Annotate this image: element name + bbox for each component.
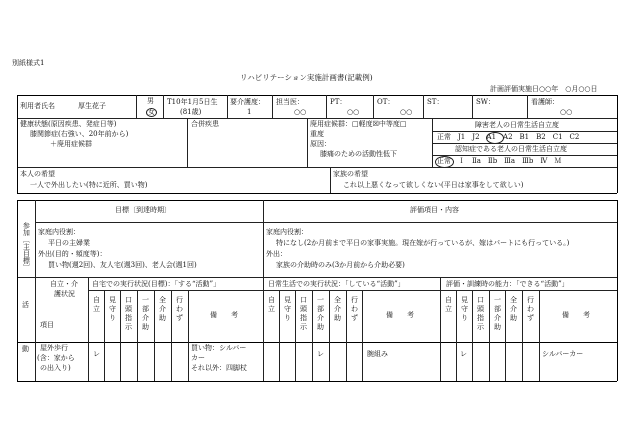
doctor-label: 担当医： [276,98,304,106]
ability-activity-header: 評価・訓練時の能力：「できる“活動”」 [446,280,569,288]
goal-col-full: 全介助 [159,296,166,322]
elderly-scale: 正常 J1 J2 A1 A2 B1 B2 C1 C2 [437,133,580,141]
plan-date: 計画評価実施日○○年 ○月○○日 [490,85,598,93]
eval-line1: 家庭内役割： [266,228,308,236]
daily-col-independent: 自立 [268,296,275,313]
daily-col-watch: 見守り [284,296,291,322]
goal-line1: 家庭内役割： [38,228,80,236]
goal-line4: 買い物(週2回)、友人宅(週3回)、老人会(週1回) [48,261,197,269]
participation-label-text: 参加〔主目標〕 [22,222,31,271]
ability-col-none: 行わず [527,296,534,322]
ability-col-partial: 一部介助 [494,296,501,331]
eval-line4: 家族の介助時のみ(3か月前から介助必要) [276,261,405,269]
user-name-label: 利用者氏名 [20,102,55,110]
elderly-a1-circle [486,132,504,144]
goal-col-verbal: 口頭指示 [125,296,132,331]
elderly-title: 障害老人の日常生活自立度 [475,121,559,129]
participation-label [20,222,32,271]
hope-value: 一人で外出したい(特に近所、買い物) [30,181,148,189]
sex-female: 女 [148,108,155,116]
goal-col-watch: 見守り [109,296,116,322]
dob-line1: T10年1月5日生 [167,98,218,106]
eval-line2: 特になし(2か月前まで平日の家事実施。現在嫁が行っているが、嫁はパートにも行っている。) [276,239,570,247]
ot-label: OT： [377,98,395,106]
daily-col-full: 全介助 [334,296,341,322]
row-item-line3: の出入り) [40,364,71,372]
activity-side-label-2: 動 [22,345,29,353]
family-hope-label: 家族の希望 [333,170,368,178]
dementia-normal-circle [435,156,454,168]
goal-col-independent: 自立 [93,296,100,313]
doctor-value: ○○ [294,108,307,116]
family-hope-value: これ以上悪くなって欲しくない(平日は家事をして欲しい) [343,181,524,189]
activity-side-label-1: 活 [22,301,29,309]
disuse-line1: 廃用症候群：□軽度☒中等度□ [310,120,407,128]
sex-female-circled [146,108,157,117]
goal-col-none: 行わず [176,296,183,322]
goal-remark-line1: 買い物：シルバー [191,344,247,352]
disuse-line3: 原因： [310,140,331,148]
form-id: 別紙様式1 [12,59,45,67]
user-name: 厚生花子 [78,102,106,110]
dementia-title: 認知症である老人の日常生活自立度 [455,145,567,153]
health-line2: ＋廃用症候群 [50,140,92,148]
status-label-1: 自立・介 [50,280,78,288]
goal-col-partial: 一部介助 [142,296,149,331]
row-item-line2: (含：家から [37,354,75,362]
health-label: 健康状態(原因疾患、発症日等) [20,120,117,128]
ability-remark: シルバーカー [542,350,584,358]
ability-watch-mark: レ [460,350,467,358]
sw-label: SW： [476,98,495,106]
daily-col-verbal: 口頭指示 [300,296,307,331]
item-label: 項目 [40,321,54,329]
daily-remark: 腕組み [367,350,388,358]
sex-male: 男 [147,97,154,105]
ot-value: ○○ [400,108,413,116]
ability-col-verbal: 口頭指示 [477,296,484,331]
daily-remarks-label: 備 考 [386,311,414,319]
dementia-scale: 正常 Ｉ Ⅱa Ⅱb Ⅲa Ⅲb Ⅳ Ｍ [437,157,562,165]
comorbid-label: 合併疾患 [191,120,219,128]
care-level-value: 1 [247,108,252,116]
goal-line3: 外出(目的・頻度等)： [38,250,107,258]
goal-independent-mark: レ [93,350,100,358]
disuse-line4: 膝痛のための活動性低下 [320,150,397,158]
ability-col-watch: 見守り [461,296,468,322]
health-line1: 膝関節症(右強い、20年前から) [30,130,129,138]
care-level-label: 要介護度： [230,98,265,106]
goal-activity-header: 自宅での実行状況(目標)：「する“活動”」 [92,280,221,288]
status-label-2: 護状況 [54,290,75,298]
row-item-line1: 屋外歩行 [40,344,68,352]
eval-header: 評価項目・内容 [410,206,459,214]
goal-remarks-label: 備 考 [210,311,238,319]
ability-col-full: 全介助 [510,296,517,322]
daily-partial-assist-mark: レ [317,350,324,358]
hope-label: 本人の希望 [20,170,55,178]
goal-line2: 平日の主婦業 [48,239,90,247]
page-title: リハビリテーション実施計画書(記載例) [240,73,373,82]
ability-remarks-label: 備 考 [562,311,590,319]
disuse-line2: 重度 [310,130,324,138]
st-label: ST： [427,98,444,106]
goals-header: 目標〔到達時期〕 [115,206,171,214]
nurse-value: ○○ [560,108,573,116]
daily-activity-header: 日常生活での実行状況：「している“活動”」 [268,280,405,288]
nurse-label: 看護師： [531,98,559,106]
daily-col-partial: 一部介助 [317,296,324,331]
pt-label: PT： [330,98,347,106]
goal-remark-line3: それ以外：四脚杖 [191,364,247,372]
dob-line2: (81歳) [180,108,202,116]
daily-col-none: 行わず [351,296,358,322]
pt-value: ○○ [347,108,360,116]
eval-line3: 外出： [266,250,287,258]
goal-remark-line2: カー [191,354,205,362]
ability-col-independent: 自立 [445,296,452,313]
